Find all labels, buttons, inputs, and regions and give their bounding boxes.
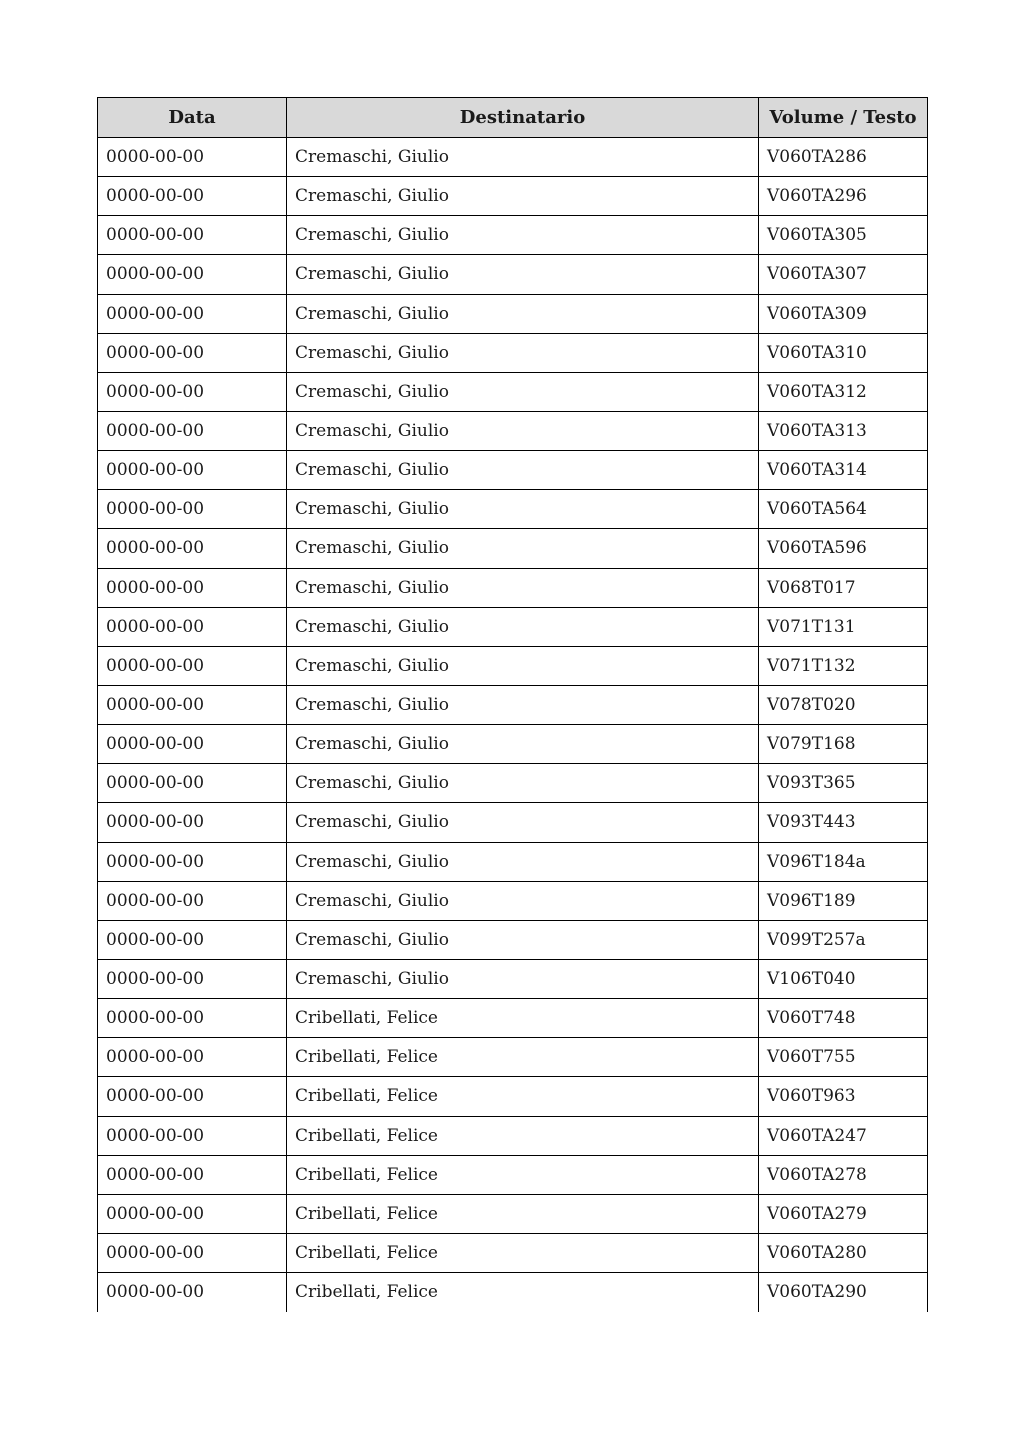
- table-row: [98, 411, 928, 450]
- cell-date: 0000-00-00: [98, 646, 287, 685]
- cell-date: 0000-00-00: [98, 803, 287, 842]
- cell-date: 0000-00-00: [98, 1155, 287, 1194]
- cell-volume: V060TA280: [759, 1233, 928, 1272]
- cell-date: 0000-00-00: [98, 333, 287, 372]
- cell-recipient: Cremaschi, Giulio: [287, 959, 759, 998]
- table-row: [98, 1038, 928, 1077]
- table-row: [98, 920, 928, 959]
- cell-volume: V060TA313: [759, 411, 928, 450]
- table-header: [98, 98, 928, 138]
- cell-date: 0000-00-00: [98, 529, 287, 568]
- cell-volume: V060TA296: [759, 177, 928, 216]
- cell-recipient: Cremaschi, Giulio: [287, 920, 759, 959]
- cell-volume: V060TA279: [759, 1194, 928, 1233]
- cell-recipient: Cremaschi, Giulio: [287, 216, 759, 255]
- cell-volume: V093T443: [759, 803, 928, 842]
- table-row: [98, 1194, 928, 1233]
- cell-recipient: Cremaschi, Giulio: [287, 842, 759, 881]
- cell-recipient: Cribellati, Felice: [287, 1273, 759, 1312]
- cell-date: 0000-00-00: [98, 490, 287, 529]
- table-row: [98, 881, 928, 920]
- table-row: [98, 685, 928, 724]
- cell-recipient: Cremaschi, Giulio: [287, 529, 759, 568]
- cell-date: 0000-00-00: [98, 138, 287, 177]
- table-row: [98, 803, 928, 842]
- table-row: [98, 764, 928, 803]
- cell-volume: V060TA290: [759, 1273, 928, 1312]
- cell-volume: V060TA310: [759, 333, 928, 372]
- cell-volume: V060TA307: [759, 255, 928, 294]
- cell-recipient: Cribellati, Felice: [287, 1038, 759, 1077]
- table-row: [98, 607, 928, 646]
- cell-date: 0000-00-00: [98, 372, 287, 411]
- cell-date: 0000-00-00: [98, 881, 287, 920]
- cell-volume: V060TA305: [759, 216, 928, 255]
- cell-date: 0000-00-00: [98, 1273, 287, 1312]
- cell-recipient: Cremaschi, Giulio: [287, 803, 759, 842]
- cell-recipient: Cremaschi, Giulio: [287, 255, 759, 294]
- cell-recipient: Cribellati, Felice: [287, 1116, 759, 1155]
- table-row: [98, 1273, 928, 1312]
- cell-recipient: Cribellati, Felice: [287, 1077, 759, 1116]
- cell-recipient: Cribellati, Felice: [287, 999, 759, 1038]
- table-row: [98, 294, 928, 333]
- table-row: [98, 646, 928, 685]
- cell-recipient: Cremaschi, Giulio: [287, 333, 759, 372]
- cell-date: 0000-00-00: [98, 764, 287, 803]
- table-row: [98, 177, 928, 216]
- table-row: [98, 255, 928, 294]
- table-row: [98, 490, 928, 529]
- cell-volume: V060T963: [759, 1077, 928, 1116]
- cell-date: 0000-00-00: [98, 607, 287, 646]
- cell-date: 0000-00-00: [98, 451, 287, 490]
- table-row: [98, 842, 928, 881]
- cell-date: 0000-00-00: [98, 920, 287, 959]
- cell-date: 0000-00-00: [98, 1233, 287, 1272]
- cell-volume: V096T184a: [759, 842, 928, 881]
- cell-recipient: Cremaschi, Giulio: [287, 490, 759, 529]
- cell-volume: V060TA247: [759, 1116, 928, 1155]
- cell-volume: V071T132: [759, 646, 928, 685]
- cell-volume: V079T168: [759, 725, 928, 764]
- cell-date: 0000-00-00: [98, 568, 287, 607]
- cell-volume: V060TA278: [759, 1155, 928, 1194]
- cell-volume: V096T189: [759, 881, 928, 920]
- cell-volume: V060TA564: [759, 490, 928, 529]
- cell-date: 0000-00-00: [98, 1116, 287, 1155]
- cell-date: 0000-00-00: [98, 294, 287, 333]
- cell-volume: V106T040: [759, 959, 928, 998]
- table-row: [98, 372, 928, 411]
- cell-volume: V093T365: [759, 764, 928, 803]
- cell-recipient: Cremaschi, Giulio: [287, 881, 759, 920]
- table-row: [98, 1155, 928, 1194]
- cell-recipient: Cribellati, Felice: [287, 1155, 759, 1194]
- table-row: [98, 529, 928, 568]
- cell-date: 0000-00-00: [98, 1194, 287, 1233]
- cell-recipient: Cremaschi, Giulio: [287, 177, 759, 216]
- cell-volume: V060TA286: [759, 138, 928, 177]
- table-row: [98, 451, 928, 490]
- column-header-recipient: Destinatario: [287, 98, 759, 138]
- cell-recipient: Cremaschi, Giulio: [287, 764, 759, 803]
- letters-table: [97, 97, 928, 1312]
- cell-date: 0000-00-00: [98, 255, 287, 294]
- cell-volume: V078T020: [759, 685, 928, 724]
- cell-volume: V060TA314: [759, 451, 928, 490]
- table-row: [98, 999, 928, 1038]
- cell-volume: V060TA312: [759, 372, 928, 411]
- cell-volume: V060T748: [759, 999, 928, 1038]
- table-row: [98, 1077, 928, 1116]
- cell-recipient: Cremaschi, Giulio: [287, 568, 759, 607]
- table-row: [98, 216, 928, 255]
- column-header-date: Data: [98, 98, 287, 138]
- table-row: [98, 333, 928, 372]
- cell-recipient: Cremaschi, Giulio: [287, 372, 759, 411]
- table-row: [98, 959, 928, 998]
- cell-recipient: Cremaschi, Giulio: [287, 725, 759, 764]
- table-row: [98, 138, 928, 177]
- cell-recipient: Cremaschi, Giulio: [287, 411, 759, 450]
- cell-recipient: Cremaschi, Giulio: [287, 685, 759, 724]
- cell-date: 0000-00-00: [98, 216, 287, 255]
- cell-date: 0000-00-00: [98, 959, 287, 998]
- cell-recipient: Cremaschi, Giulio: [287, 451, 759, 490]
- cell-date: 0000-00-00: [98, 685, 287, 724]
- cell-recipient: Cremaschi, Giulio: [287, 138, 759, 177]
- cell-date: 0000-00-00: [98, 842, 287, 881]
- cell-recipient: Cribellati, Felice: [287, 1233, 759, 1272]
- cell-volume: V060T755: [759, 1038, 928, 1077]
- cell-date: 0000-00-00: [98, 1038, 287, 1077]
- cell-recipient: Cribellati, Felice: [287, 1194, 759, 1233]
- header-row: [98, 98, 928, 138]
- cell-recipient: Cremaschi, Giulio: [287, 607, 759, 646]
- cell-date: 0000-00-00: [98, 177, 287, 216]
- cell-volume: V099T257a: [759, 920, 928, 959]
- table-body: [98, 138, 928, 1312]
- cell-recipient: Cremaschi, Giulio: [287, 294, 759, 333]
- cell-date: 0000-00-00: [98, 725, 287, 764]
- cell-volume: V071T131: [759, 607, 928, 646]
- cell-volume: V060TA309: [759, 294, 928, 333]
- cell-date: 0000-00-00: [98, 411, 287, 450]
- table-row: [98, 725, 928, 764]
- table-row: [98, 568, 928, 607]
- table-row: [98, 1116, 928, 1155]
- table-row: [98, 1233, 928, 1272]
- cell-recipient: Cremaschi, Giulio: [287, 646, 759, 685]
- cell-date: 0000-00-00: [98, 1077, 287, 1116]
- cell-volume: V068T017: [759, 568, 928, 607]
- cell-volume: V060TA596: [759, 529, 928, 568]
- cell-date: 0000-00-00: [98, 999, 287, 1038]
- column-header-volume: Volume / Testo: [759, 98, 928, 138]
